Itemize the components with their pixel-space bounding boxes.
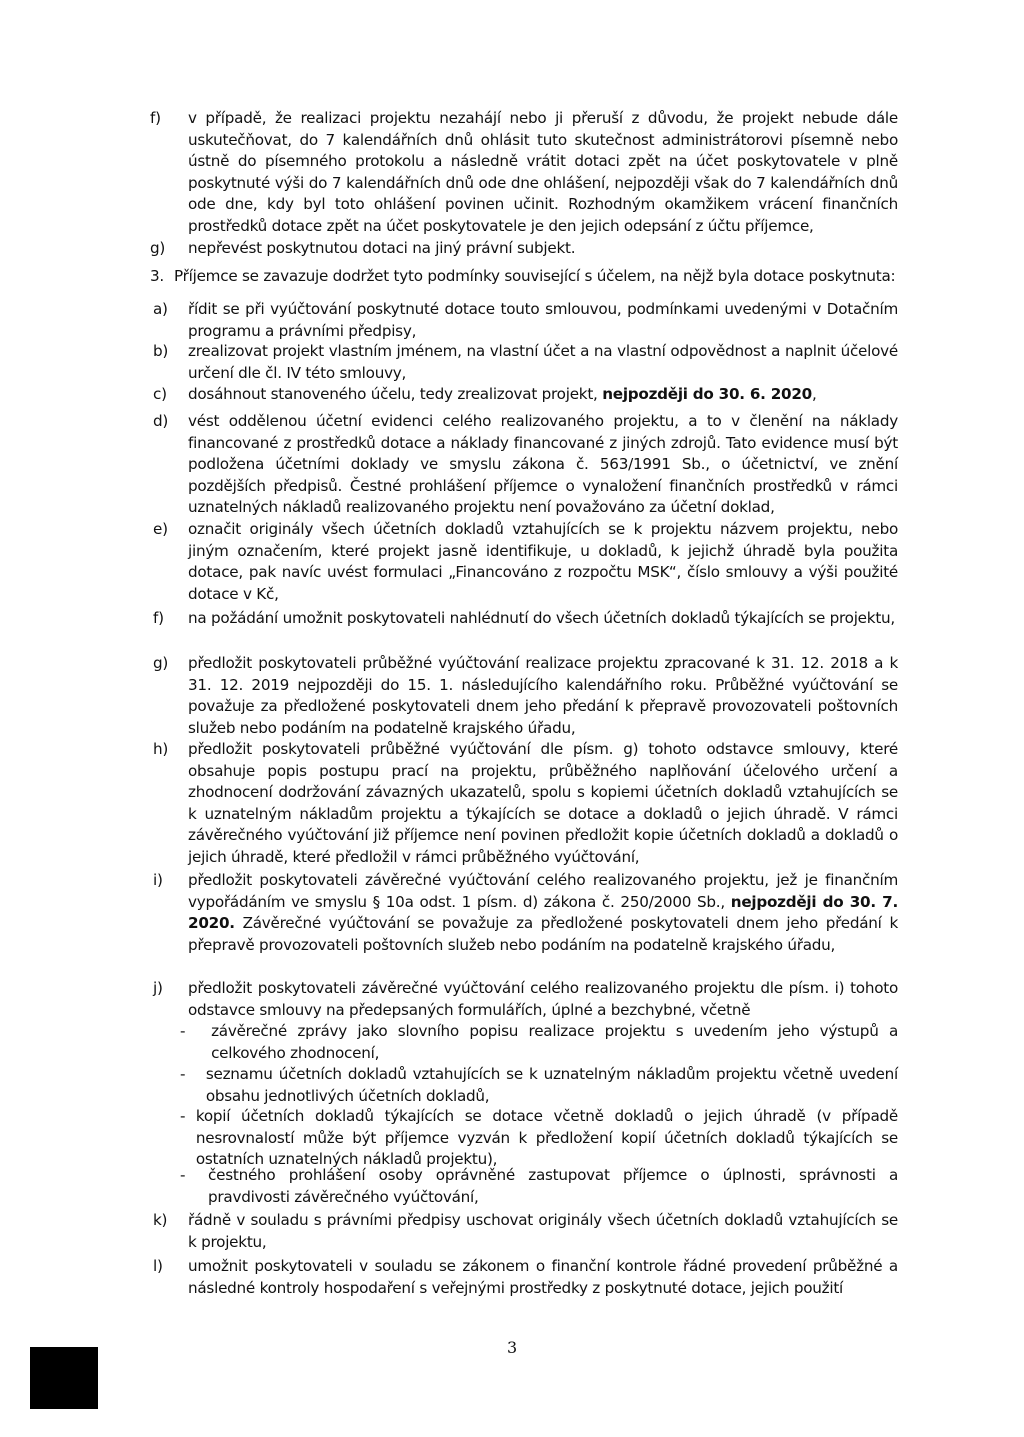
list-item-k (153, 1210, 898, 1253)
section-intro: Příjemce se zavazuje dodržet tyto podmínky související s účelem, na nějž byla dotace poskytnuta: (174, 267, 896, 285)
item-label: e) (153, 520, 168, 538)
page-number: 3 (507, 1338, 517, 1357)
subitem-text: seznamu účetních dokladů vztahujících se k uznatelným nákladům projektu včetně uvedení obsahu jednotlivých účetních dokladů, (205, 1065, 898, 1105)
list-item-h (153, 739, 898, 868)
item-text-part: dosáhnout stanoveného účelu, tedy zrealizovat projekt, (188, 385, 603, 403)
dash-mark: - (180, 1166, 186, 1184)
item-text-part: , (811, 385, 817, 403)
list-item-f (153, 608, 898, 630)
item-text-part: předložit poskytovateli závěrečné vyúčtování celého realizovaného projektu, jež je finančním vypořádáním ve smyslu § 10a odst. 1 písm. d) zákona č. 250/2000 Sb., (188, 871, 898, 911)
subitem-text: kopií účetních dokladů týkajících se dotace včetně dokladů o jejich úhradě (v případě nesrovnalostí může být příjemce vyzván k předložení kopií účetních dokladů týkajících se ostatních uznatelných nákladů projektu), (195, 1107, 898, 1168)
item-label: d) (153, 412, 169, 430)
item-label: i) (153, 871, 163, 889)
item-label: h) (153, 740, 169, 758)
dash-mark: - (180, 1022, 186, 1040)
list-item-b (153, 341, 898, 384)
list-item-g (153, 653, 898, 739)
item-text: v případě, že realizaci projektu nezahájí nebo ji přeruší z důvodu, že projekt nebude dále uskutečňovat, do 7 kalendářních dnů ohlásit tuto skutečnost administrátorovi písemně nebo ústně do písemného protokolu a následně vrátit dotaci zpět na účet poskytovatele v plně poskytnuté výši do 7 kalendářních dnů ode dne ohlášení, nejpozději však do 7 kalendářních dnů ode dne, kdy byl toto ohlášení povinen učinit. Rozhodným okamžikem vrácení finančních prostředků dotace zpět na účet poskytovatele je den jejich odepsání z účtu příjemce, (188, 109, 898, 235)
item-text: zrealizovat projekt vlastním jménem, na vlastní účet a na vlastní odpovědnost a naplnit účelové určení dle čl. IV této smlouvy, (188, 342, 898, 382)
list-item-a (153, 299, 898, 342)
item-text: označit originály všech účetních dokladů vztahujících se k projektu názvem projektu, nebo jiným označením, které projekt jasně identifikuje, u dokladů, k jejichž úhradě byla použita dotace, pak navíc uvést formulaci „Financováno z rozpočtu MSK“, číslo smlouvy a výši použité dotace v Kč, (188, 520, 898, 603)
item-label: k) (153, 1211, 168, 1229)
item-text: předložit poskytovateli průběžné vyúčtování dle písm. g) tohoto odstavce smlouvy, které obsahuje popis postupu prací na projektu, průběžného naplňování účelového určení a zhodnocení dodržování závazných ukazatelů, spolu s kopiemi účetních dokladů vztahujících se k uznatelným nákladům projektu a týkajících se dotace a dokladů o jejich úhradě. V rámci závěrečného vyúčtování již příjemce není povinen předložit kopie účetních dokladů a dokladů o jejich úhradě, které předložil v rámci průběžného vyúčtování, (188, 740, 898, 866)
section-3-heading (150, 266, 900, 288)
item-text: umožnit poskytovateli v souladu se zákonem o finanční kontrole řádné provedení průběžné a následné kontroly hospodaření s veřejnými prostředky z poskytnuté dotace, jejich použití (188, 1257, 898, 1297)
item-label: j) (153, 979, 163, 997)
item-label: a) (153, 300, 168, 318)
j-subitem (180, 1064, 898, 1107)
deadline-bold: nejpozději do 30. 6. 2020 (602, 385, 812, 403)
item-text: řídit se při vyúčtování poskytnuté dotace touto smlouvou, podmínkami uvedenými v Dotačním programu a právními předpisy, (188, 300, 898, 340)
subitem-text: závěrečné zprávy jako slovního popisu realizace projektu s uvedením jeho výstupů a celkového zhodnocení, (211, 1022, 898, 1062)
subitem-text: čestného prohlášení osoby oprávněné zastupovat příjemce o úplnosti, správnosti a pravdivosti závěrečného vyúčtování, (208, 1166, 898, 1206)
item-label: f) (150, 109, 161, 127)
dash-mark: - (180, 1107, 186, 1125)
item-text-part: Závěrečné vyúčtování se považuje za předložené poskytovateli dnem jeho předání k přepravě provozovateli poštovních služeb nebo podáním na podatelně krajského úřadu, (188, 914, 898, 954)
section-number: 3. (150, 267, 164, 285)
item-text: řádně v souladu s právními předpisy uschovat originály všech účetních dokladů vztahujících se k projektu, (188, 1211, 898, 1251)
list-item-f-top (150, 108, 898, 237)
item-label: f) (153, 609, 164, 627)
list-item-g-top (150, 238, 898, 260)
j-subitem (180, 1106, 898, 1171)
item-text: nepřevést poskytnutou dotaci na jiný právní subjekt. (188, 239, 576, 257)
list-item-d (153, 411, 898, 519)
item-label: g) (150, 239, 166, 257)
j-subitem (180, 1165, 898, 1208)
dash-mark: - (180, 1065, 186, 1083)
list-item-l (153, 1256, 898, 1299)
item-label: g) (153, 654, 169, 672)
item-label: l) (153, 1257, 163, 1275)
item-label: c) (153, 385, 167, 403)
item-text: předložit poskytovateli průběžné vyúčtování realizace projektu zpracované k 31. 12. 2018 a k 31. 12. 2019 nejpozději do 15. 1. následujícího kalendářního roku. Průběžné vyúčtování se považuje za předložené poskytovateli dnem jeho předání k přepravě provozovateli poštovních služeb nebo podáním na podatelně krajského úřadu, (188, 654, 898, 737)
item-text (188, 870, 898, 956)
list-item-c (153, 384, 898, 406)
item-text: předložit poskytovateli závěrečné vyúčtování celého realizovaného projektu dle písm. i) tohoto odstavce smlouvy na předepsaných formulářích, úplné a bezchybné, včetně (188, 979, 898, 1019)
j-subitem (180, 1021, 898, 1064)
item-label: b) (153, 342, 169, 360)
list-item-e (153, 519, 898, 605)
item-text: na požádání umožnit poskytovateli nahlédnutí do všech účetních dokladů týkajících se projektu, (188, 609, 895, 627)
item-text: vést oddělenou účetní evidenci celého realizovaného projektu, a to v členění na náklady financované z prostředků dotace a náklady financované z jiných zdrojů. Tato evidence musí být podložena účetními doklady ve smyslu zákona č. 563/1991 Sb., o účetnictví, ve znění pozdějších předpisů. Čestné prohlášení příjemce o vynaložení finančních prostředků v rámci uznatelných nákladů realizovaného projektu není považováno za účetní doklad, (188, 412, 898, 516)
deadline-bold: nejpozději do 30. 7. 2020. (188, 892, 898, 932)
list-item-j (153, 978, 898, 1021)
redaction-box (30, 1347, 98, 1409)
item-text (188, 384, 898, 406)
list-item-i (153, 870, 898, 956)
